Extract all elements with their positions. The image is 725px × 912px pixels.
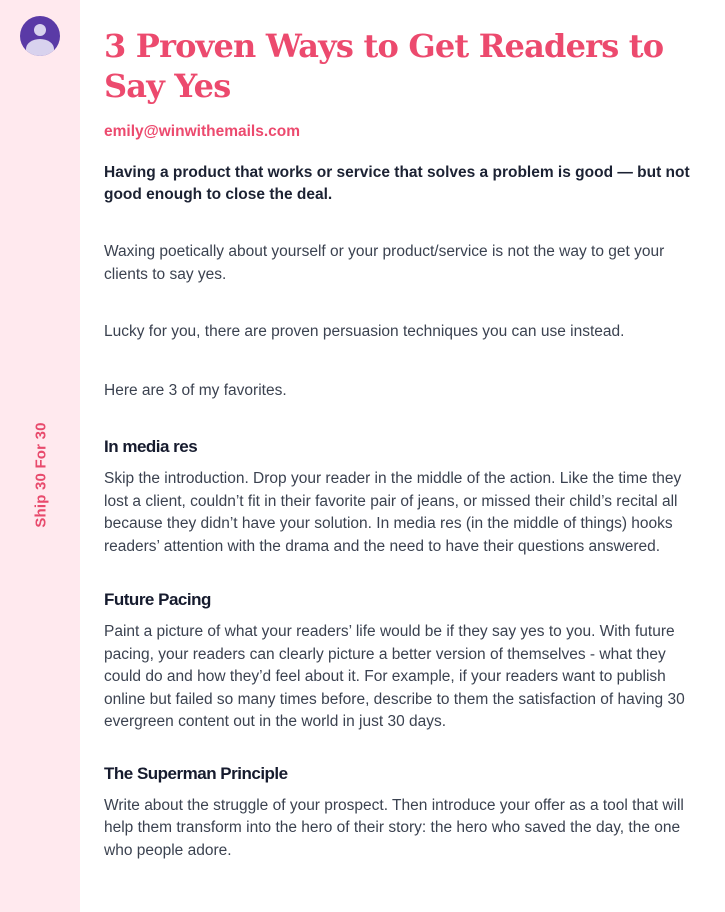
- paragraph: Here are 3 of my favorites.: [104, 381, 287, 399]
- section-heading-superman-principle: The Superman Principle: [104, 763, 288, 783]
- article-title: 3 Proven Ways to Get Readers to Say Yes: [104, 27, 664, 105]
- sidebar-vertical-label: Ship 30 For 30: [32, 422, 50, 528]
- user-avatar-icon[interactable]: [20, 16, 60, 56]
- section-text: Paint a picture of what your readers’ life would be if they say yes to you. With future pacing, your readers can clearly picture a better version of themselves - what they could do and how they’d feel about it. For example, if your readers want to publish online but failed so many times before, describe to them the satisfaction of having 30 evergreen content out in the world in just 30 days.: [104, 623, 685, 730]
- section-text: Skip the introduction. Drop your reader in the middle of the action. Like the time they lost a client, couldn’t fit in their favorite pair of jeans, or missed their child’s recital all because they didn’t have your solution. In media res (in the middle of things) hooks readers’ attention with the drama and the need to have their questions answered.: [104, 470, 682, 555]
- section-heading-in-media-res: In media res: [104, 437, 198, 456]
- section-text: Write about the struggle of your prospect. Then introduce your offer as a tool that will help them transform into the hero of their story: the hero who saved the day, the one who people adore.: [104, 796, 684, 859]
- paragraph: Waxing poetically about yourself or your product/service is not the way to get your clients to say yes.: [104, 243, 665, 283]
- paragraph: Lucky for you, there are proven persuasion techniques you can use instead.: [104, 323, 625, 340]
- avatar-head: [34, 24, 46, 36]
- sidebar: [0, 0, 80, 912]
- author-email: emily@winwithemails.com: [104, 123, 301, 140]
- section-heading-future-pacing: Future Pacing: [104, 590, 211, 609]
- avatar-body: [26, 39, 54, 56]
- article-lead: Having a product that works or service that solves a problem is good — but not good enough to close the deal.: [104, 164, 690, 203]
- article: [104, 26, 704, 862]
